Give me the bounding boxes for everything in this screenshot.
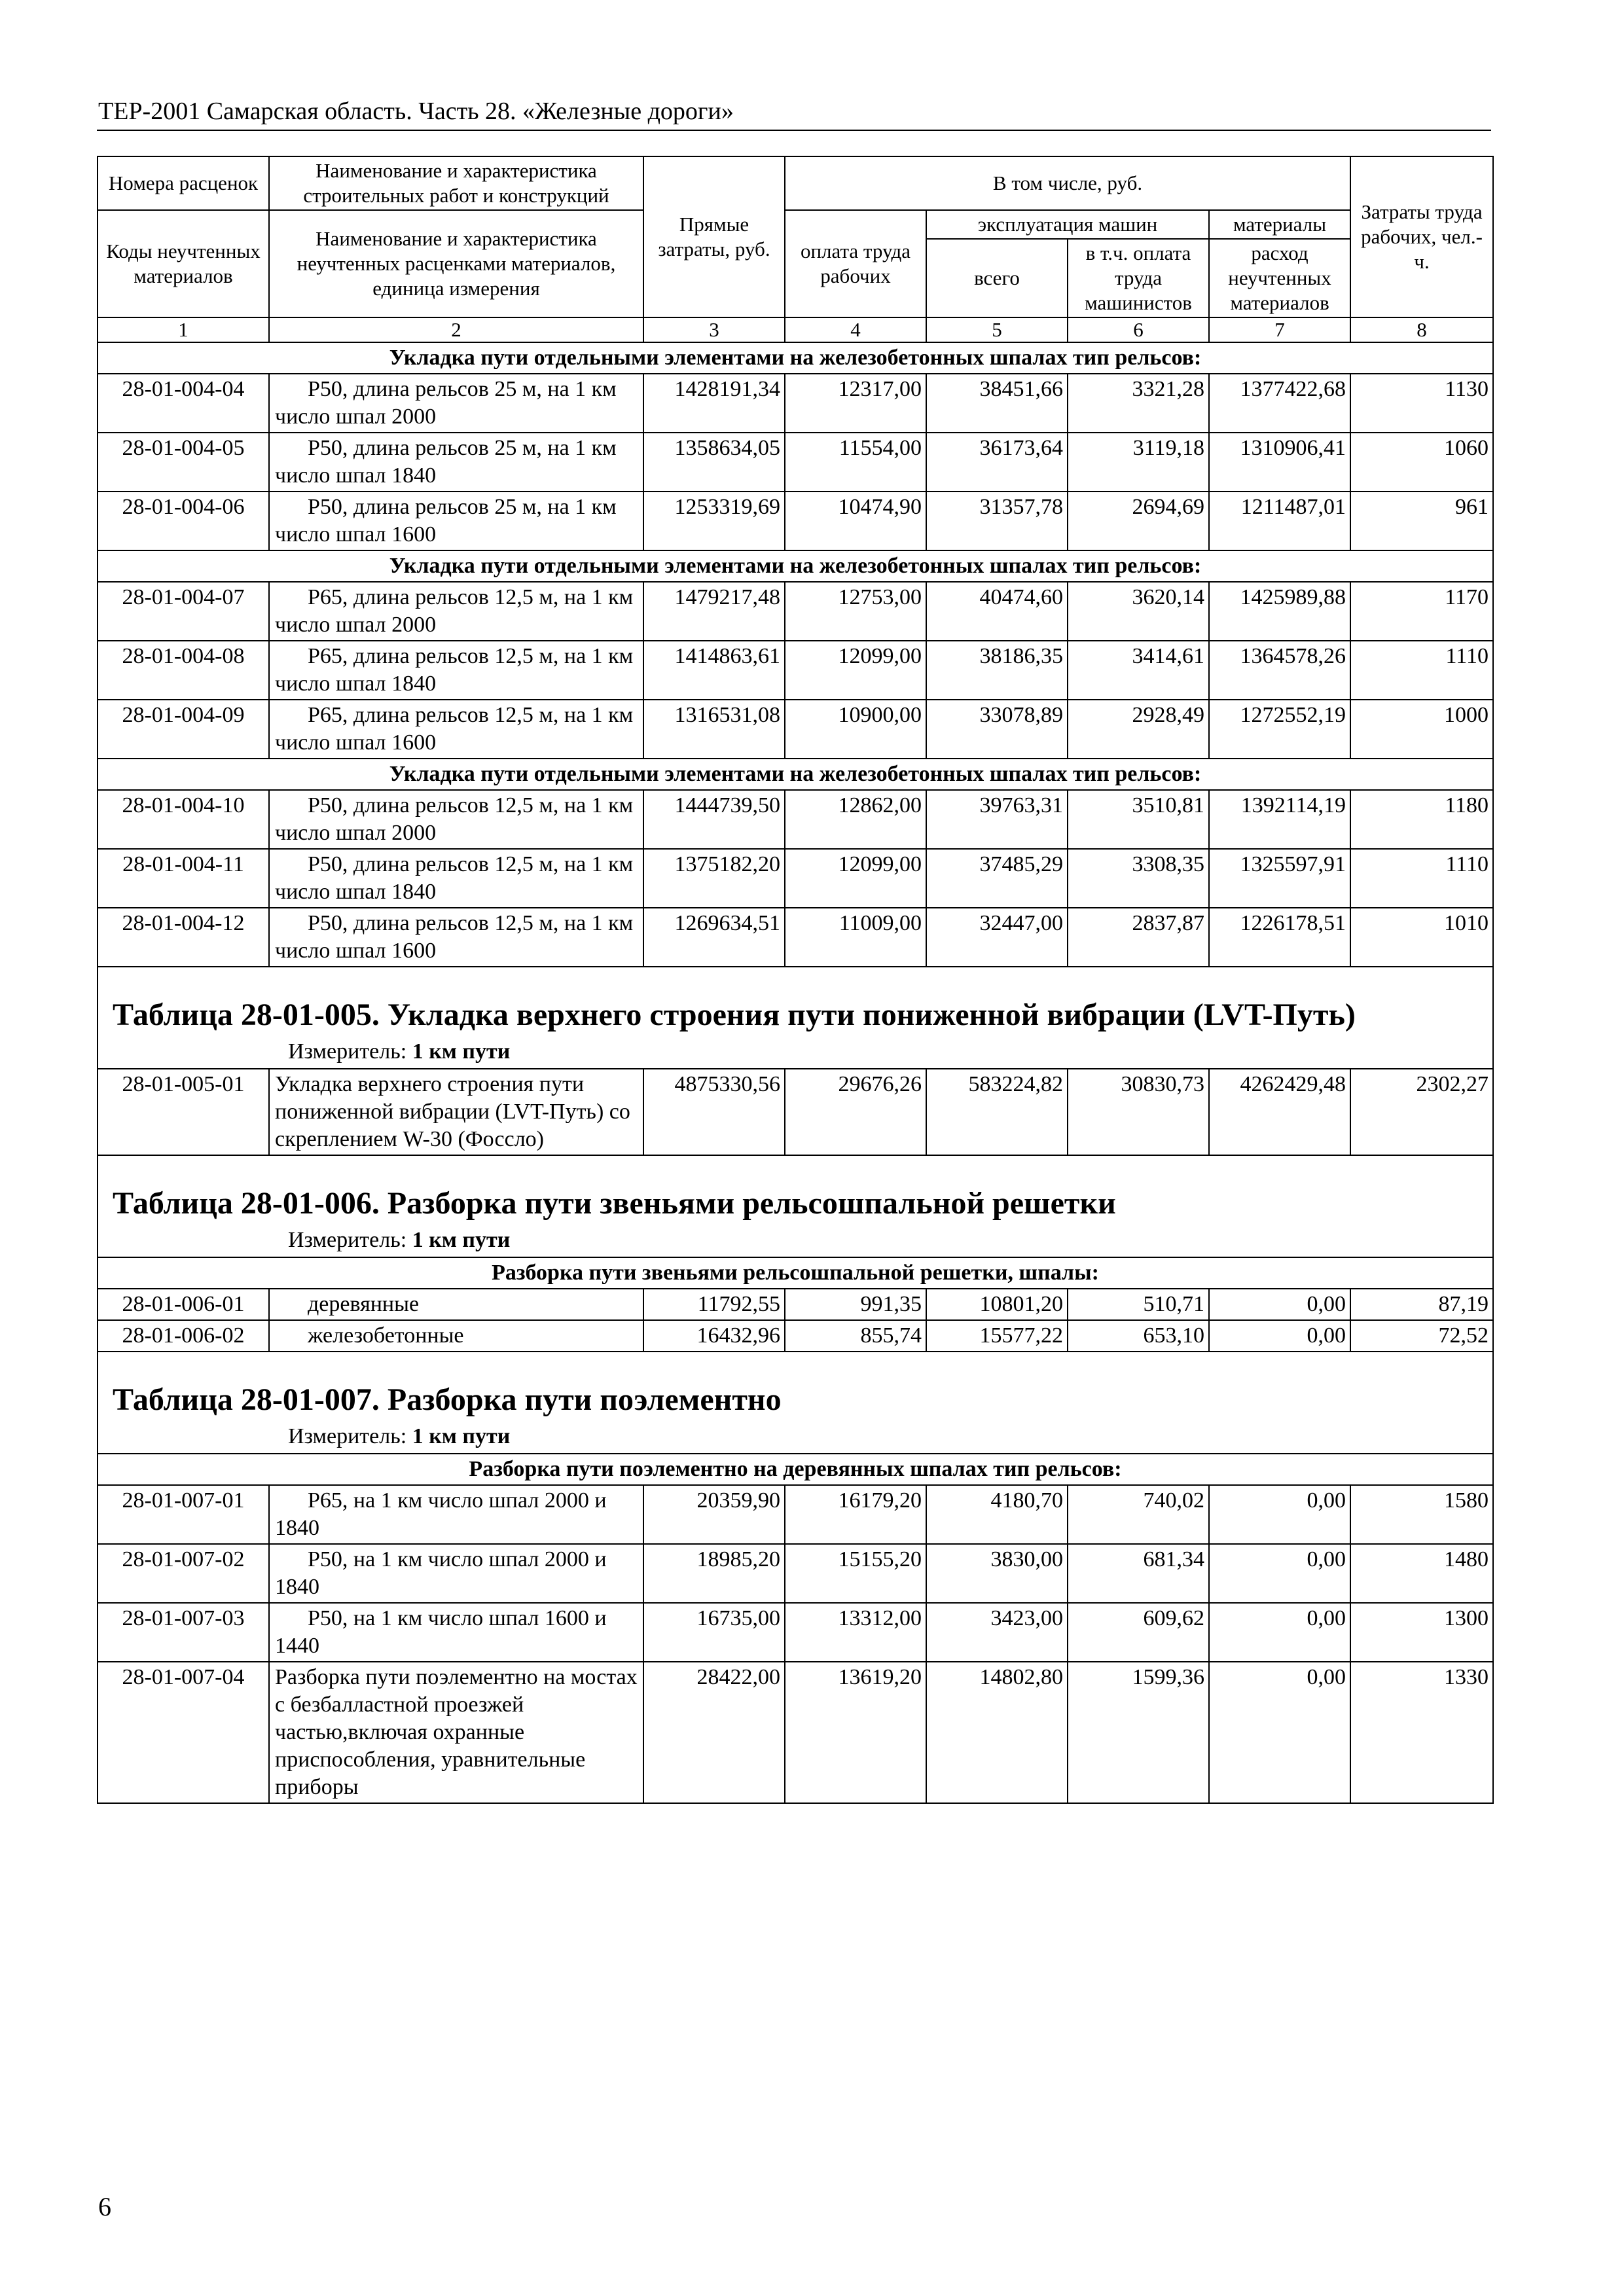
section-row: [98, 1257, 1493, 1289]
column-number: 7: [1209, 317, 1350, 342]
table-row: [98, 1485, 1493, 1544]
rate-code: 28-01-004-08: [98, 641, 269, 700]
direct-costs: 1444739,50: [643, 790, 785, 849]
table-row: [98, 433, 1493, 492]
machinists-pay: 2928,49: [1068, 700, 1209, 759]
table-row: [98, 1069, 1493, 1155]
machines-total: 31357,78: [926, 492, 1068, 550]
rate-code: 28-01-007-03: [98, 1603, 269, 1662]
machines-total: 4180,70: [926, 1485, 1068, 1544]
machinists-pay: 3119,18: [1068, 433, 1209, 492]
work-name: Р50, на 1 км число шпал 1600 и 1440: [269, 1603, 643, 1662]
labor-hours: 87,19: [1350, 1289, 1493, 1320]
work-name: Р50, длина рельсов 25 м, на 1 км число шпал 2000: [269, 374, 643, 433]
machines-total: 37485,29: [926, 849, 1068, 908]
labor-hours: 1110: [1350, 849, 1493, 908]
labor-hours: 72,52: [1350, 1320, 1493, 1352]
rates-table: [97, 156, 1494, 1804]
direct-costs: 16735,00: [643, 1603, 785, 1662]
machines-total: 3423,00: [926, 1603, 1068, 1662]
labor-pay: 12099,00: [785, 849, 926, 908]
table-row: [98, 1544, 1493, 1603]
table-row: [98, 1603, 1493, 1662]
rate-code: 28-01-007-02: [98, 1544, 269, 1603]
rate-code: 28-01-006-02: [98, 1320, 269, 1352]
section-title: Укладка пути отдельными элементами на железобетонных шпалах тип рельсов:: [98, 759, 1493, 790]
materials-cost: 1310906,41: [1209, 433, 1350, 492]
meter-row: [98, 1034, 1493, 1069]
section-title: Укладка пути отдельными элементами на железобетонных шпалах тип рельсов:: [98, 342, 1493, 374]
machinists-pay: 681,34: [1068, 1544, 1209, 1603]
section-row: [98, 1454, 1493, 1485]
column-number: 6: [1068, 317, 1209, 342]
table-row: [98, 641, 1493, 700]
materials-cost: 0,00: [1209, 1603, 1350, 1662]
labor-pay: 16179,20: [785, 1485, 926, 1544]
meter-line: [98, 1223, 1493, 1257]
machinists-pay: 653,10: [1068, 1320, 1209, 1352]
direct-costs: 1269634,51: [643, 908, 785, 967]
labor-hours: 961: [1350, 492, 1493, 550]
header-machinists-pay: в т.ч. оплата труда машинистов: [1068, 239, 1209, 317]
direct-costs: 4875330,56: [643, 1069, 785, 1155]
rate-code: 28-01-004-05: [98, 433, 269, 492]
meter-line: [98, 1419, 1493, 1454]
work-name: Р65, на 1 км число шпал 2000 и 1840: [269, 1485, 643, 1544]
table-row: [98, 1320, 1493, 1352]
direct-costs: 1316531,08: [643, 700, 785, 759]
table-title: Таблица 28-01-006. Разборка пути звеньями рельсошпальной решетки: [98, 1155, 1493, 1223]
labor-pay: 991,35: [785, 1289, 926, 1320]
labor-hours: 2302,27: [1350, 1069, 1493, 1155]
machines-total: 14802,80: [926, 1662, 1068, 1803]
direct-costs: 20359,90: [643, 1485, 785, 1544]
machinists-pay: 3620,14: [1068, 582, 1209, 641]
rate-code: 28-01-004-12: [98, 908, 269, 967]
direct-costs: 28422,00: [643, 1662, 785, 1803]
rate-code: 28-01-007-04: [98, 1662, 269, 1803]
meter-line: [98, 1034, 1493, 1069]
machines-total: 38186,35: [926, 641, 1068, 700]
machinists-pay: 2837,87: [1068, 908, 1209, 967]
table-row: [98, 1289, 1493, 1320]
work-name: Р65, длина рельсов 12,5 м, на 1 км число шпал 1840: [269, 641, 643, 700]
header-rate-numbers: Номера расценок: [98, 156, 269, 210]
column-number: 3: [643, 317, 785, 342]
header-materials: материалы: [1209, 210, 1350, 239]
rate-code: 28-01-004-06: [98, 492, 269, 550]
labor-pay: 13619,20: [785, 1662, 926, 1803]
table-row: [98, 700, 1493, 759]
machinists-pay: 2694,69: [1068, 492, 1209, 550]
direct-costs: 1253319,69: [643, 492, 785, 550]
rate-code: 28-01-004-10: [98, 790, 269, 849]
table-row: [98, 374, 1493, 433]
table-row: [98, 790, 1493, 849]
materials-cost: 4262429,48: [1209, 1069, 1350, 1155]
section-row: [98, 759, 1493, 790]
labor-pay: 12862,00: [785, 790, 926, 849]
labor-hours: 1110: [1350, 641, 1493, 700]
work-name: Р65, длина рельсов 12,5 м, на 1 км число шпал 1600: [269, 700, 643, 759]
column-number: 1: [98, 317, 269, 342]
direct-costs: 1375182,20: [643, 849, 785, 908]
labor-pay: 13312,00: [785, 1603, 926, 1662]
machines-total: 36173,64: [926, 433, 1068, 492]
column-numbers-row: [98, 317, 1493, 342]
materials-cost: 1325597,91: [1209, 849, 1350, 908]
table-row: [98, 849, 1493, 908]
materials-cost: 1211487,01: [1209, 492, 1350, 550]
direct-costs: 1358634,05: [643, 433, 785, 492]
meter-value: 1 км пути: [412, 1039, 511, 1064]
labor-hours: 1170: [1350, 582, 1493, 641]
meter-label: Измеритель:: [288, 1039, 407, 1064]
table-heading-row: [98, 967, 1493, 1034]
header-rule: [97, 130, 1491, 131]
materials-cost: 1364578,26: [1209, 641, 1350, 700]
table-title: Таблица 28-01-007. Разборка пути поэлементно: [98, 1352, 1493, 1419]
header-machines: эксплуатация машин: [926, 210, 1209, 239]
labor-pay: 15155,20: [785, 1544, 926, 1603]
section-row: [98, 550, 1493, 582]
rate-code: 28-01-007-01: [98, 1485, 269, 1544]
labor-hours: 1180: [1350, 790, 1493, 849]
machinists-pay: 3414,61: [1068, 641, 1209, 700]
work-name: Р50, длина рельсов 12,5 м, на 1 км число шпал 1600: [269, 908, 643, 967]
materials-cost: 1425989,88: [1209, 582, 1350, 641]
rate-code: 28-01-004-04: [98, 374, 269, 433]
column-number: 8: [1350, 317, 1493, 342]
work-name: Р50, длина рельсов 12,5 м, на 1 км число шпал 2000: [269, 790, 643, 849]
table-row: [98, 582, 1493, 641]
rate-code: 28-01-006-01: [98, 1289, 269, 1320]
work-name: железобетонные: [269, 1320, 643, 1352]
materials-cost: 0,00: [1209, 1485, 1350, 1544]
labor-pay: 11554,00: [785, 433, 926, 492]
rate-code: 28-01-004-07: [98, 582, 269, 641]
direct-costs: 11792,55: [643, 1289, 785, 1320]
page-number: 6: [98, 2192, 111, 2221]
work-name: Р65, длина рельсов 12,5 м, на 1 км число шпал 2000: [269, 582, 643, 641]
machinists-pay: 3308,35: [1068, 849, 1209, 908]
materials-cost: 1392114,19: [1209, 790, 1350, 849]
machines-total: 32447,00: [926, 908, 1068, 967]
materials-cost: 1377422,68: [1209, 374, 1350, 433]
machinists-pay: 1599,36: [1068, 1662, 1209, 1803]
rate-code: 28-01-004-09: [98, 700, 269, 759]
section-title: Укладка пути отдельными элементами на железобетонных шпалах тип рельсов:: [98, 550, 1493, 582]
header-material-codes: Коды неучтенных материалов: [98, 210, 269, 317]
direct-costs: 18985,20: [643, 1544, 785, 1603]
meter-label: Измеритель:: [288, 1228, 407, 1252]
materials-cost: 0,00: [1209, 1544, 1350, 1603]
materials-cost: 1272552,19: [1209, 700, 1350, 759]
rate-code: 28-01-004-11: [98, 849, 269, 908]
header-including: В том числе, руб.: [785, 156, 1350, 210]
machines-total: 3830,00: [926, 1544, 1068, 1603]
machines-total: 40474,60: [926, 582, 1068, 641]
machinists-pay: 3321,28: [1068, 374, 1209, 433]
header-labor-pay: оплата труда рабочих: [785, 210, 926, 317]
table-row: [98, 492, 1493, 550]
work-name: Р50, на 1 км число шпал 2000 и 1840: [269, 1544, 643, 1603]
labor-hours: 1010: [1350, 908, 1493, 967]
labor-hours: 1000: [1350, 700, 1493, 759]
table-heading-row: [98, 1352, 1493, 1419]
machines-total: 38451,66: [926, 374, 1068, 433]
header-material-name: Наименование и характеристика неучтенных расценками материалов, единица измерения: [269, 210, 643, 317]
work-name: Разборка пути поэлементно на мостах с безбалластной проезжей частью,включая охранные приспособления, уравнительные приборы: [269, 1662, 643, 1803]
direct-costs: 1414863,61: [643, 641, 785, 700]
table-row: [98, 1662, 1493, 1803]
labor-hours: 1060: [1350, 433, 1493, 492]
header-machines-total: всего: [926, 239, 1068, 317]
labor-hours: 1330: [1350, 1662, 1493, 1803]
labor-pay: 10900,00: [785, 700, 926, 759]
section-title: Разборка пути поэлементно на деревянных шпалах тип рельсов:: [98, 1454, 1493, 1485]
column-number: 5: [926, 317, 1068, 342]
header-direct-costs: Прямые затраты, руб.: [643, 156, 785, 317]
materials-cost: 0,00: [1209, 1662, 1350, 1803]
work-name: Р50, длина рельсов 12,5 м, на 1 км число шпал 1840: [269, 849, 643, 908]
meter-row: [98, 1223, 1493, 1257]
rate-code: 28-01-005-01: [98, 1069, 269, 1155]
section-title: Разборка пути звеньями рельсошпальной решетки, шпалы:: [98, 1257, 1493, 1289]
labor-pay: 11009,00: [785, 908, 926, 967]
meter-row: [98, 1419, 1493, 1454]
labor-pay: 855,74: [785, 1320, 926, 1352]
table-title: Таблица 28-01-005. Укладка верхнего строения пути пониженной вибрации (LVT-Путь): [98, 967, 1493, 1034]
machines-total: 33078,89: [926, 700, 1068, 759]
meter-value: 1 км пути: [412, 1424, 511, 1448]
meter-label: Измеритель:: [288, 1424, 407, 1448]
work-name: Р50, длина рельсов 25 м, на 1 км число шпал 1600: [269, 492, 643, 550]
materials-cost: 0,00: [1209, 1320, 1350, 1352]
machines-total: 39763,31: [926, 790, 1068, 849]
header-unaccounted-materials: расход неучтенных материалов: [1209, 239, 1350, 317]
meter-value: 1 км пути: [412, 1228, 511, 1252]
labor-hours: 1300: [1350, 1603, 1493, 1662]
direct-costs: 1428191,34: [643, 374, 785, 433]
labor-pay: 12099,00: [785, 641, 926, 700]
labor-pay: 10474,90: [785, 492, 926, 550]
running-header: ТЕР-2001 Самарская область. Часть 28. «Железные дороги»: [98, 98, 734, 125]
work-name: Р50, длина рельсов 25 м, на 1 км число шпал 1840: [269, 433, 643, 492]
machines-total: 10801,20: [926, 1289, 1068, 1320]
machines-total: 583224,82: [926, 1069, 1068, 1155]
work-name: деревянные: [269, 1289, 643, 1320]
machinists-pay: 740,02: [1068, 1485, 1209, 1544]
machinists-pay: 510,71: [1068, 1289, 1209, 1320]
table-heading-row: [98, 1155, 1493, 1223]
labor-pay: 12753,00: [785, 582, 926, 641]
materials-cost: 0,00: [1209, 1289, 1350, 1320]
header-labor-hours: Затраты труда рабочих, чел.-ч.: [1350, 156, 1493, 317]
labor-pay: 29676,26: [785, 1069, 926, 1155]
machinists-pay: 30830,73: [1068, 1069, 1209, 1155]
column-number: 2: [269, 317, 643, 342]
machinists-pay: 609,62: [1068, 1603, 1209, 1662]
machinists-pay: 3510,81: [1068, 790, 1209, 849]
labor-pay: 12317,00: [785, 374, 926, 433]
labor-hours: 1480: [1350, 1544, 1493, 1603]
direct-costs: 16432,96: [643, 1320, 785, 1352]
column-number: 4: [785, 317, 926, 342]
section-row: [98, 342, 1493, 374]
materials-cost: 1226178,51: [1209, 908, 1350, 967]
work-name: Укладка верхнего строения пути пониженной вибрации (LVT-Путь) со скреплением W-30 (Фоссло): [269, 1069, 643, 1155]
machines-total: 15577,22: [926, 1320, 1068, 1352]
table-row: [98, 908, 1493, 967]
labor-hours: 1130: [1350, 374, 1493, 433]
header-work-name: Наименование и характеристика строительных работ и конструкций: [269, 156, 643, 210]
direct-costs: 1479217,48: [643, 582, 785, 641]
labor-hours: 1580: [1350, 1485, 1493, 1544]
